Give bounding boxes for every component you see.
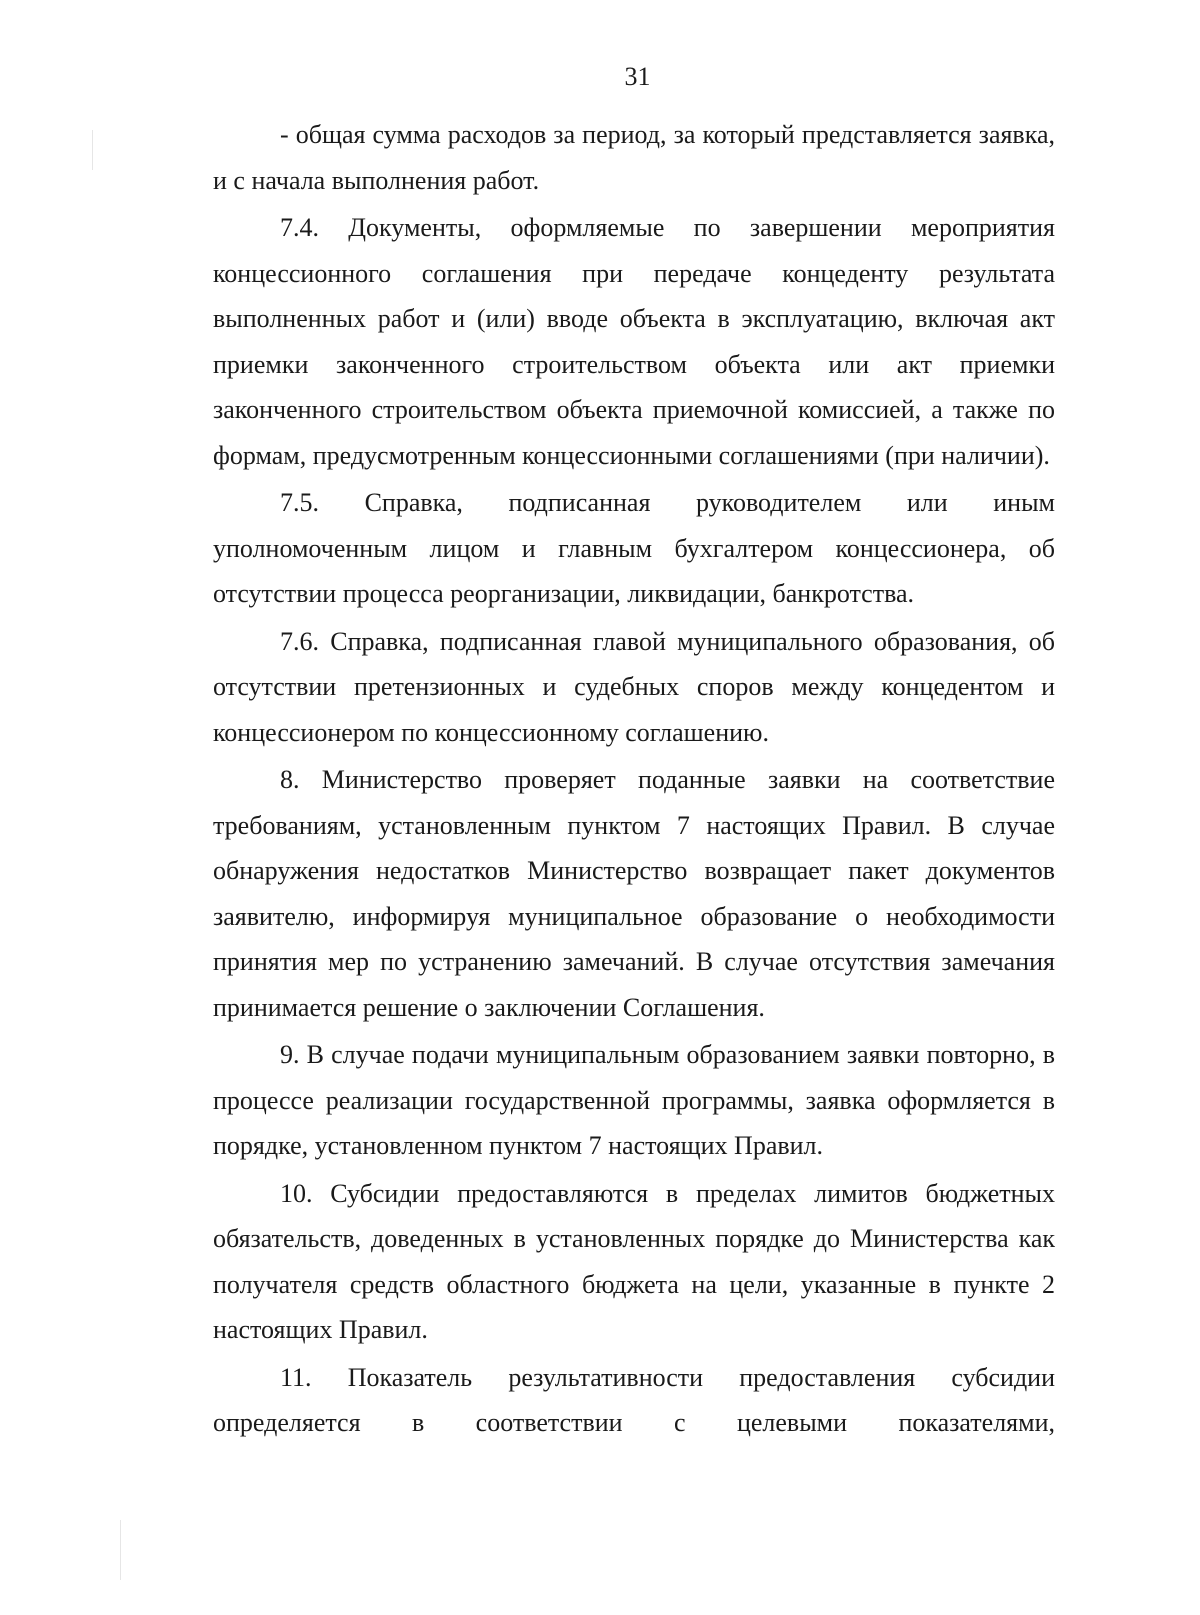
scan-margin-mark — [92, 130, 93, 170]
paragraph-expenses-total: - общая сумма расходов за период, за который представляется заявка, и с начала выполнения работ. — [213, 120, 1055, 195]
paragraph-8: 8. Министерство проверяет поданные заявки на соответствие требованиям, установленным пунктом 7 настоящих Правил. В случае обнаружения недостатков Министерство возвращает пакет документов заявителю, информируя муниципальное образование о необходимости принятия мер по устранению замечаний. В случае отсутствия замечания принимается решение о заключении Соглашения. — [213, 765, 1055, 1022]
scan-margin-mark — [120, 1520, 121, 1580]
paragraph-9: 9. В случае подачи муниципальным образованием заявки повторно, в процессе реализации государственной программы, заявка оформляется в порядке, установленном пунктом 7 настоящих Правил. — [213, 1040, 1055, 1160]
page-number: 31 — [624, 62, 651, 91]
document-body — [213, 112, 1055, 1446]
paragraph-7-4: 7.4. Документы, оформляемые по завершении мероприятия концессионного соглашения при передаче концеденту результата выполненных работ и (или) вводе объекта в эксплуатацию, включая акт приемки законченного строительством объекта или акт приемки законченного строительством объекта приемочной комиссией, а также по формам, предусмотренным концессионными соглашениями (при наличии). — [213, 213, 1055, 470]
paragraph-11: 11. Показатель результативности предоставления субсидии определяется в соответствии с целевыми показателями, — [213, 1362, 1055, 1437]
paragraph-10: 10. Субсидии предоставляются в пределах лимитов бюджетных обязательств, доведенных в установленных порядке до Министерства как получателя средств областного бюджета на цели, указанные в пункте 2 настоящих Правил. — [213, 1178, 1055, 1344]
paragraph-7-5: 7.5. Справка, подписанная руководителем или иным уполномоченным лицом и главным бухгалтером концессионера, об отсутствии процесса реорганизации, ликвидации, банкротства. — [213, 488, 1055, 608]
paragraph-7-6: 7.6. Справка, подписанная главой муниципального образования, об отсутствии претензионных и судебных споров между концедентом и концессионером по концессионному соглашению. — [213, 626, 1055, 747]
